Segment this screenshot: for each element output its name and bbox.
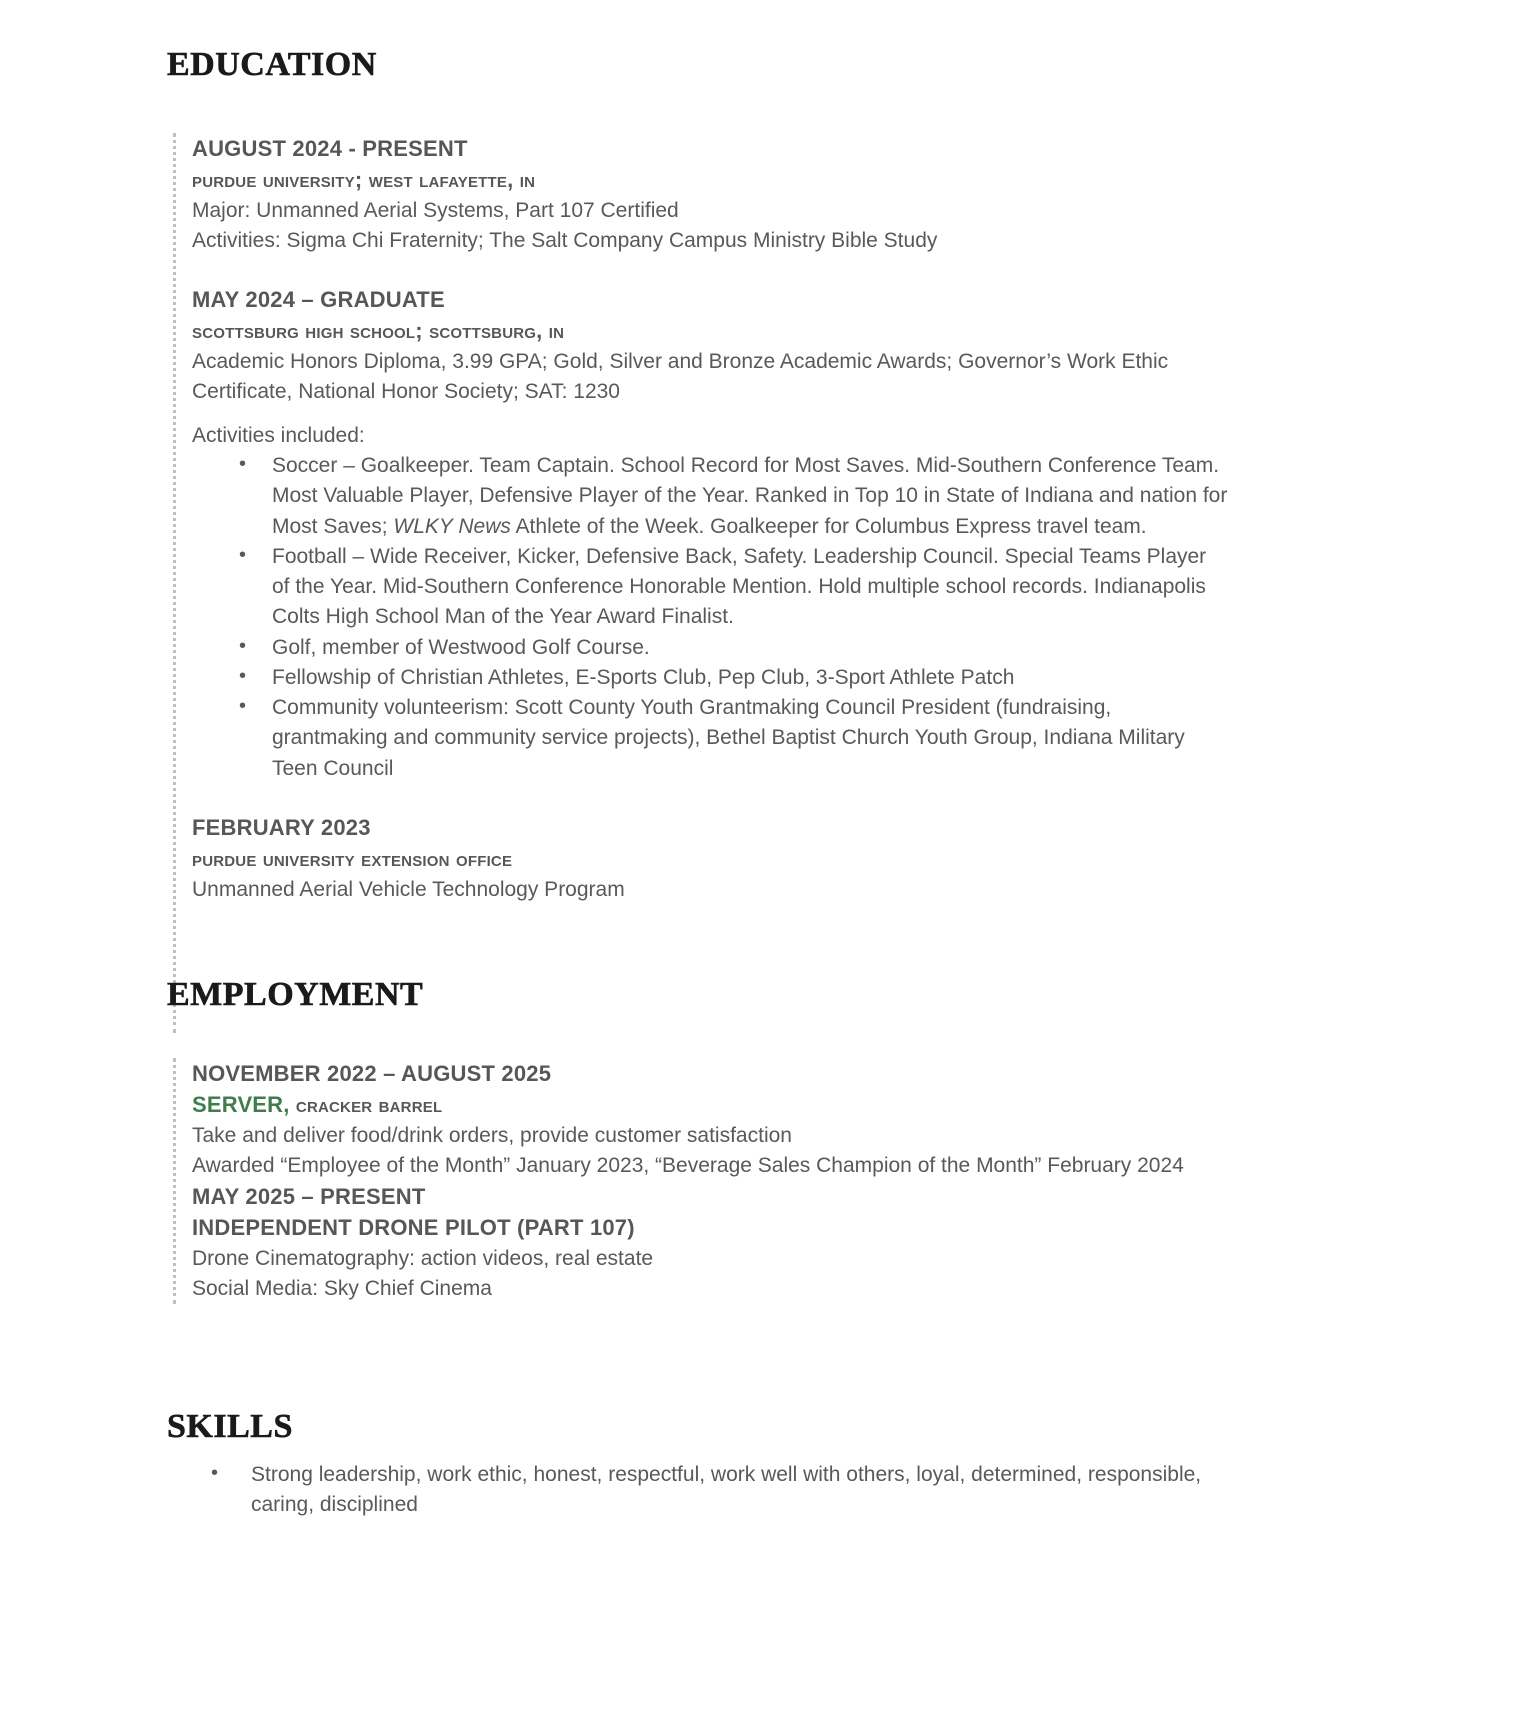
spacer [192, 407, 1228, 421]
list-item: • Fellowship of Christian Athletes, E-Sports Club, Pep Club, 3-Sport Athlete Patch [192, 663, 1228, 693]
list-item: • Strong leadership, work ethic, honest, respectful, work well with others, loyal, determined, responsible, caring, disciplined [173, 1460, 1243, 1520]
education-entry-line: Unmanned Aerial Vehicle Technology Program [192, 877, 625, 901]
activities-list [192, 451, 1228, 784]
education-entry-organization: purdue university extension office [192, 845, 513, 871]
education-content-block [173, 133, 1228, 1033]
education-entry-date: FEBRUARY 2023 [192, 814, 371, 840]
education-entry-line: Major: Unmanned Aerial Systems, Part 107 Certified [192, 199, 679, 223]
list-item: • Community volunteerism: Scott County Youth Grantmaking Council President (fundraising, grantmaking and community service projects), Bethel Baptist Church Youth Group, Indiana Military Teen Council [192, 693, 1228, 784]
employment-entry-organization: cracker barrel [289, 1092, 443, 1118]
education-entry-date: MAY 2024 – GRADUATE [192, 286, 445, 312]
employment-entry-role-line [192, 1089, 1228, 1121]
employment-entry [192, 1058, 1228, 1181]
employment-entry [192, 1181, 1228, 1304]
list-item-italic-part: WLKY News [393, 514, 511, 538]
employment-entry-date: NOVEMBER 2022 – AUGUST 2025 [192, 1061, 552, 1086]
employment-entry-line: Drone Cinematography: action videos, real estate [192, 1247, 654, 1271]
employment-content-block [173, 1058, 1228, 1304]
employment-entry-date: MAY 2025 – PRESENT [192, 1184, 426, 1210]
activities-label: Activities included: [192, 424, 365, 448]
education-entry-organization: scottsburg high school; scottsburg, in [192, 317, 565, 343]
education-entry [192, 812, 1228, 905]
list-item [192, 451, 1228, 542]
education-entry-line: Academic Honors Diploma, 3.99 GPA; Gold, Silver and Bronze Academic Awards; Governor’s Work Ethic Certificate, National Honor Society; SAT: 1230 [192, 349, 1169, 404]
list-item-text-part: Soccer – Goalkeeper. Team Captain. School Record for Most Saves. Mid-Southern Conference Team. Most Valuable Player, Defensive Player of the Year. Ranked in Top 10 in State of Indiana and nation for Most Saves; [272, 454, 1228, 538]
education-entry [192, 284, 1228, 784]
section-title-education: EDUCATION [167, 46, 377, 83]
section-title-skills: SKILLS [167, 1408, 293, 1445]
employment-entry-role: SERVER, [192, 1092, 290, 1118]
list-item: • Golf, member of Westwood Golf Course. [192, 633, 1228, 663]
section-title-employment: EMPLOYMENT [167, 976, 424, 1013]
employment-entry-line: Take and deliver food/drink orders, provide customer satisfaction [192, 1124, 792, 1148]
employment-entry-line: Social Media: Sky Chief Cinema [192, 1277, 492, 1301]
list-item: • Football – Wide Receiver, Kicker, Defensive Back, Safety. Leadership Council. Special Teams Player of the Year. Mid-Southern Conference Honorable Mention. Hold multiple school records. Indianapolis Colts High School Man of the Year Award Finalist. [192, 542, 1228, 633]
employment-entry-line: Awarded “Employee of the Month” January 2023, “Beverage Sales Champion of the Month” February 2024 [192, 1153, 1184, 1177]
spacer [192, 256, 1228, 284]
education-entry-organization: purdue university; west lafayette, in [192, 167, 536, 193]
education-entry-line: Activities: Sigma Chi Fraternity; The Salt Company Campus Ministry Bible Study [192, 228, 938, 252]
education-entry-date: AUGUST 2024 - PRESENT [192, 136, 468, 161]
skills-list [173, 1460, 1243, 1520]
list-item-text-part: Athlete of the Week. Goalkeeper for Columbus Express travel team. [510, 514, 1147, 538]
education-entry [192, 133, 1228, 256]
spacer [192, 784, 1228, 812]
employment-entry-role: INDEPENDENT DRONE PILOT (PART 107) [192, 1215, 635, 1241]
